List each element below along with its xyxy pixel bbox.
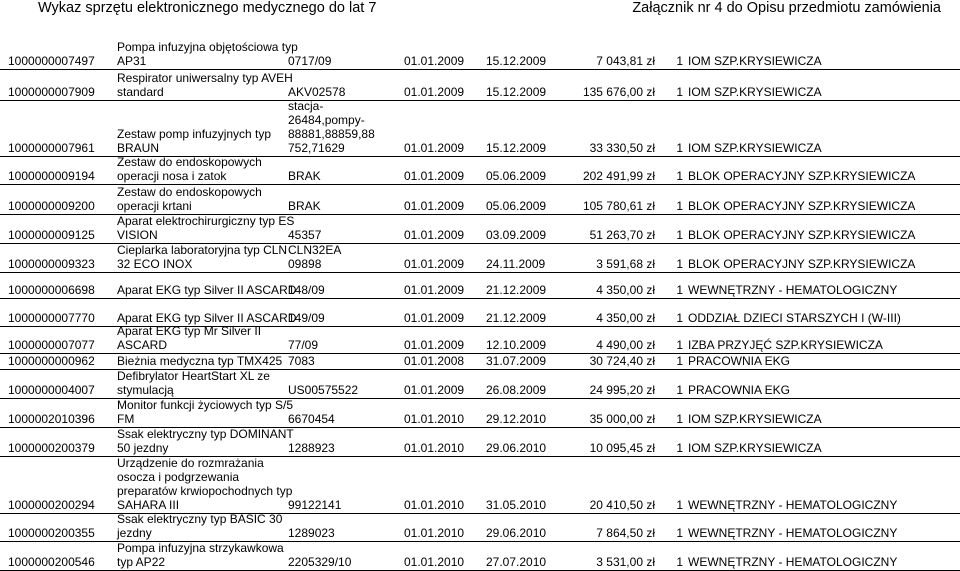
table-row xyxy=(0,70,960,101)
table-row xyxy=(0,428,960,457)
date-start: 01.01.2009 xyxy=(404,338,465,352)
date-end: 29.12.2010 xyxy=(486,412,547,426)
table-row xyxy=(0,157,960,185)
date-end: 31.07.2009 xyxy=(486,354,547,368)
equipment-name: Defibrylator HeartStart XL ze stymulacją xyxy=(117,369,270,397)
date-end: 21.12.2009 xyxy=(486,311,547,325)
equipment-name: Aparat EKG typ Silver II ASCARD xyxy=(117,283,297,297)
serial-number: 149/09 xyxy=(288,311,325,325)
quantity: 1 xyxy=(676,199,683,213)
value: 10 095,45 zł xyxy=(589,441,655,455)
table-row xyxy=(0,370,960,399)
value: 3 531,00 zł xyxy=(596,555,655,569)
serial-number: CLN32EA 09898 xyxy=(288,243,342,271)
inventory-number: 1000000007077 xyxy=(8,338,95,352)
table-row xyxy=(0,399,960,428)
quantity: 1 xyxy=(676,169,683,183)
serial-number: 2205329/10 xyxy=(288,555,352,569)
value: 4 350,00 zł xyxy=(596,283,655,297)
serial-number: 77/09 xyxy=(288,338,319,352)
quantity: 1 xyxy=(676,412,683,426)
value: 4 350,00 zł xyxy=(596,311,655,325)
location: IOM SZP.KRYSIEWICZA xyxy=(688,441,822,455)
date-start: 01.01.2009 xyxy=(404,283,465,297)
equipment-name: Cieplarka laboratoryjna typ CLN 32 ECO INOX xyxy=(117,243,288,271)
quantity: 1 xyxy=(676,526,683,540)
serial-number: 1288923 xyxy=(288,441,335,455)
date-start: 01.01.2010 xyxy=(404,441,465,455)
location: WEWNĘTRZNY - HEMATOLOGICZNY xyxy=(688,498,898,512)
equipment-name: Bieżnia medyczna typ TMX425 xyxy=(117,354,283,368)
value: 51 263,70 zł xyxy=(589,228,655,242)
location: IOM SZP.KRYSIEWICZA xyxy=(688,141,822,155)
table-row xyxy=(0,514,960,542)
location: IOM SZP.KRYSIEWICZA xyxy=(688,412,822,426)
equipment-name: Ssak elektryczny typ DOMINANT 50 jezdny xyxy=(117,427,294,455)
table-row xyxy=(0,38,960,70)
table-row xyxy=(0,273,960,299)
quantity: 1 xyxy=(676,228,683,242)
serial-number: 45357 xyxy=(288,228,322,242)
serial-number: 6670454 xyxy=(288,412,335,426)
equipment-name: Monitor funkcji życiowych typ S/5 FM xyxy=(117,398,294,426)
value: 4 490,00 zł xyxy=(596,338,655,352)
location: WEWNĘTRZNY - HEMATOLOGICZNY xyxy=(688,283,898,297)
location: IOM SZP.KRYSIEWICZA xyxy=(688,54,822,68)
date-end: 05.06.2009 xyxy=(486,199,547,213)
value: 135 676,00 zł xyxy=(582,85,655,99)
date-end: 24.11.2009 xyxy=(486,257,546,271)
location: BLOK OPERACYJNY SZP.KRYSIEWICZA xyxy=(688,228,916,242)
serial-number: 99122141 xyxy=(288,498,342,512)
date-start: 01.01.2008 xyxy=(404,354,465,368)
serial-number: BRAK xyxy=(288,199,321,213)
inventory-number: 1000000009323 xyxy=(8,257,95,271)
inventory-number: 1000000009194 xyxy=(8,169,95,183)
date-end: 15.12.2009 xyxy=(486,54,547,68)
table-row xyxy=(0,324,960,354)
quantity: 1 xyxy=(676,283,683,297)
value: 30 724,40 zł xyxy=(589,354,655,368)
value: 7 043,81 zł xyxy=(596,54,655,68)
inventory-number: 1000000007909 xyxy=(8,85,95,99)
date-end: 29.06.2010 xyxy=(486,526,547,540)
date-end: 12.10.2009 xyxy=(486,338,547,352)
value: 202 491,99 zł xyxy=(582,169,655,183)
table-row xyxy=(0,542,960,571)
date-end: 03.09.2009 xyxy=(486,228,547,242)
table-row xyxy=(0,215,960,244)
date-end: 31.05.2010 xyxy=(486,498,547,512)
date-start: 01.01.2010 xyxy=(404,498,465,512)
location: WEWNĘTRZNY - HEMATOLOGICZNY xyxy=(688,526,898,540)
location: BLOK OPERACYJNY SZP.KRYSIEWICZA xyxy=(688,257,916,271)
equipment-name: Zestaw pomp infuzyjnych typ BRAUN xyxy=(117,127,272,155)
value: 33 330,50 zł xyxy=(589,141,655,155)
date-start: 01.01.2009 xyxy=(404,383,465,397)
value: 20 410,50 zł xyxy=(589,498,655,512)
inventory-number: 1000000200379 xyxy=(8,441,95,455)
date-start: 01.01.2009 xyxy=(404,85,465,99)
inventory-number: 1000000200294 xyxy=(8,498,95,512)
inventory-number: 1000000009200 xyxy=(8,199,95,213)
quantity: 1 xyxy=(676,354,683,368)
serial-number: BRAK xyxy=(288,169,321,183)
inventory-number: 1000000004007 xyxy=(8,383,95,397)
table-row xyxy=(0,101,960,157)
date-end: 27.07.2010 xyxy=(486,555,547,569)
date-start: 01.01.2009 xyxy=(404,257,465,271)
table-row xyxy=(0,354,960,370)
date-start: 01.01.2009 xyxy=(404,141,465,155)
quantity: 1 xyxy=(676,54,683,68)
table-row xyxy=(0,244,960,273)
table-row xyxy=(0,185,960,215)
inventory-number: 1000000009125 xyxy=(8,228,95,242)
value: 7 864,50 zł xyxy=(596,526,655,540)
value: 35 000,00 zł xyxy=(589,412,655,426)
location: IOM SZP.KRYSIEWICZA xyxy=(688,85,822,99)
location: WEWNĘTRZNY - HEMATOLOGICZNY xyxy=(688,555,898,569)
inventory-number: 1000000007497 xyxy=(8,54,95,68)
value: 105 780,61 zł xyxy=(582,199,655,213)
serial-number: 0717/09 xyxy=(288,54,332,68)
date-start: 01.01.2010 xyxy=(404,555,465,569)
date-end: 29.06.2010 xyxy=(486,441,547,455)
location: BLOK OPERACYJNY SZP.KRYSIEWICZA xyxy=(688,169,916,183)
document-title: Wykaz sprzętu elektronicznego medycznego do lat 7 xyxy=(38,0,377,16)
location: IZBA PRZYJĘĆ SZP.KRYSIEWICZA xyxy=(688,338,883,352)
equipment-name: Zestaw do endoskopowych operacji krtani xyxy=(117,185,262,213)
inventory-number: 1000000006698 xyxy=(8,283,95,297)
serial-number: US00575522 xyxy=(288,383,359,397)
inventory-number: 1000000200355 xyxy=(8,526,95,540)
table-row xyxy=(0,299,960,327)
serial-number: stacja- 26484,pompy- 88881,88859,88 752,71629 xyxy=(288,99,375,155)
date-end: 21.12.2009 xyxy=(486,283,547,297)
attachment-label: Załącznik nr 4 do Opisu przedmiotu zamówienia xyxy=(632,0,941,16)
quantity: 1 xyxy=(676,141,683,155)
equipment-name: Zestaw do endoskopowych operacji nosa i zatok xyxy=(117,155,262,183)
equipment-name: Pompa infuzyjna objętościowa typ AP31 xyxy=(117,40,298,68)
quantity: 1 xyxy=(676,498,683,512)
equipment-name: Aparat elektrochirurgiczny typ ES VISION xyxy=(117,214,295,242)
quantity: 1 xyxy=(676,383,683,397)
inventory-number: 1000000200546 xyxy=(8,555,95,569)
date-start: 01.01.2009 xyxy=(404,199,465,213)
equipment-name: Aparat EKG typ Mr Silver II ASCARD xyxy=(117,324,262,352)
date-start: 01.01.2009 xyxy=(404,311,465,325)
equipment-name: Urządzenie do rozmrażania osocza i podgrzewania preparatów krwiopochodnych typ SAHARA III xyxy=(117,456,293,512)
value: 24 995,20 zł xyxy=(589,383,655,397)
serial-number: 7083 xyxy=(288,354,315,368)
location: PRACOWNIA EKG xyxy=(688,354,791,368)
date-start: 01.01.2009 xyxy=(404,228,465,242)
inventory-number: 1000000007770 xyxy=(8,311,95,325)
equipment-name: Aparat EKG typ Silver II ASCARD xyxy=(117,311,297,325)
date-end: 26.08.2009 xyxy=(486,383,547,397)
serial-number: 1289023 xyxy=(288,526,335,540)
date-start: 01.01.2009 xyxy=(404,54,465,68)
quantity: 1 xyxy=(676,85,683,99)
location: ODDZIAŁ DZIECI STARSZYCH I (W-III) xyxy=(688,311,901,325)
location: BLOK OPERACYJNY SZP.KRYSIEWICZA xyxy=(688,199,916,213)
inventory-number: 1000000000962 xyxy=(8,354,95,368)
date-start: 01.01.2010 xyxy=(404,412,465,426)
table-row xyxy=(0,457,960,514)
quantity: 1 xyxy=(676,338,683,352)
value: 3 591,68 zł xyxy=(596,257,655,271)
location: PRACOWNIA EKG xyxy=(688,383,791,397)
equipment-name: Ssak elektryczny typ BASIC 30 jezdny xyxy=(117,512,283,540)
date-start: 01.01.2009 xyxy=(404,169,465,183)
equipment-name: Respirator uniwersalny typ AVEH standard xyxy=(117,71,293,99)
inventory-number: 1000000007961 xyxy=(8,141,95,155)
date-end: 15.12.2009 xyxy=(486,141,547,155)
inventory-number: 1000002010396 xyxy=(8,412,95,426)
date-end: 05.06.2009 xyxy=(486,169,547,183)
date-end: 15.12.2009 xyxy=(486,85,547,99)
serial-number: 148/09 xyxy=(288,283,325,297)
quantity: 1 xyxy=(676,555,683,569)
equipment-name: Pompa infuzyjna strzykawkowa typ AP22 xyxy=(117,541,284,569)
quantity: 1 xyxy=(676,257,683,271)
quantity: 1 xyxy=(676,441,683,455)
date-start: 01.01.2010 xyxy=(404,526,465,540)
serial-number: AKV02578 xyxy=(288,85,346,99)
quantity: 1 xyxy=(676,311,683,325)
